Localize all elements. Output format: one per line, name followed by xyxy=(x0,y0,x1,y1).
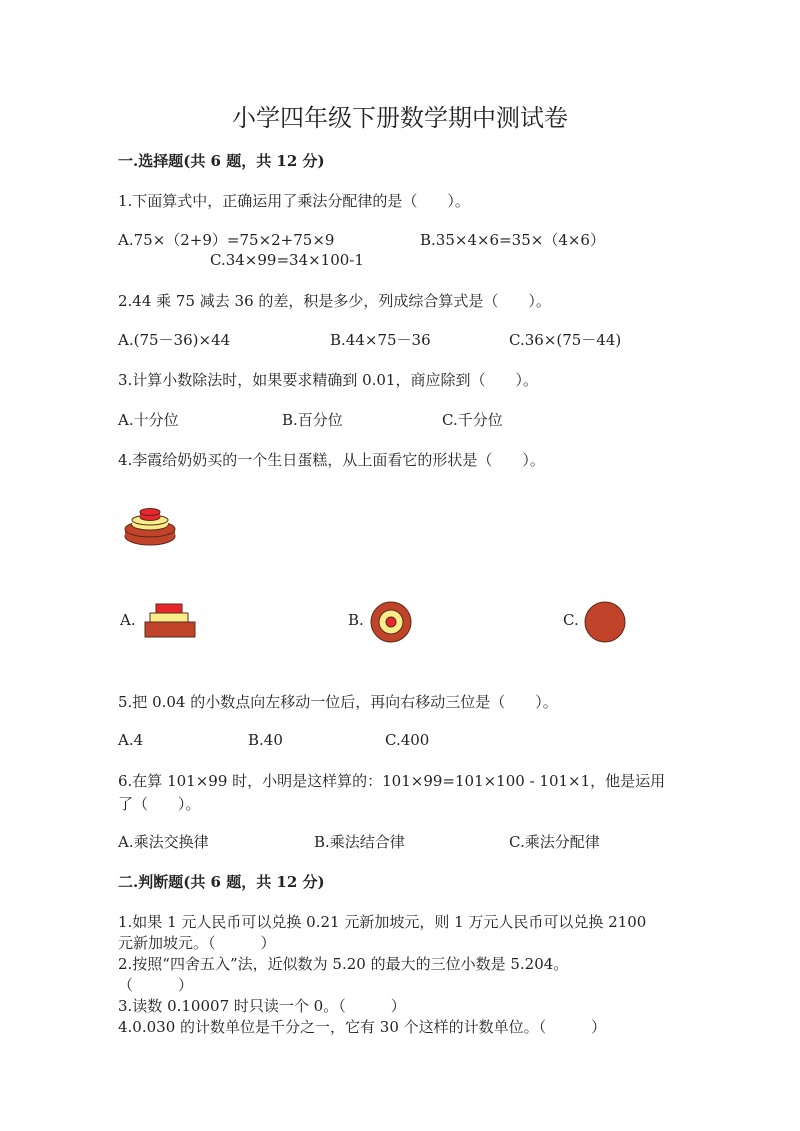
judgement-2-line-1: 2.按照“四舍五入”法，近似数为 5.20 的最大的三位小数是 5.204。 xyxy=(118,955,569,973)
question-1-option-c: C.34×99=34×100-1 xyxy=(210,251,364,269)
question-3: 3.计算小数除法时，如果要求精确到 0.01，商应除到（ ）。 xyxy=(118,371,538,389)
question-3-option-c: C.千分位 xyxy=(442,411,503,429)
judgement-1-line-2: 元新加坡元。（ ） xyxy=(118,934,276,952)
question-1-option-b: B.35×4×6=35×（4×6） xyxy=(420,231,605,249)
cake-illustration xyxy=(120,505,180,547)
judgement-2-line-2: （ ） xyxy=(118,976,194,994)
question-3-option-a: A.十分位 xyxy=(118,411,179,429)
section-heading-choice: 一.选择题(共 6 题，共 12 分) xyxy=(118,152,325,170)
question-4-option-c: C. xyxy=(563,611,579,629)
concentric-circles-top-view-icon xyxy=(370,601,412,643)
question-6-line-1: 6.在算 101×99 时，小明是这样算的：101×99=101×100 - 101×1，他是运用 xyxy=(118,772,666,790)
judgement-1-line-1: 1.如果 1 元人民币可以兑换 0.21 元新加坡元，则 1 万元人民币可以兑换 2100 xyxy=(118,913,647,931)
question-4: 4.李霞给奶奶买的一个生日蛋糕，从上面看它的形状是（ ）。 xyxy=(118,451,545,469)
question-2-option-a: A.(75－36)×44 xyxy=(118,331,231,349)
question-2-option-b: B.44×75－36 xyxy=(330,331,431,349)
question-1-option-a: A.75×（2+9）=75×2+75×9 xyxy=(118,231,335,249)
question-2-option-c: C.36×(75－44) xyxy=(509,331,622,349)
question-4-option-b: B. xyxy=(348,611,364,629)
question-6-line-2: 了（ ）。 xyxy=(118,795,201,813)
question-4-option-a: A. xyxy=(120,611,136,629)
solid-circle-icon xyxy=(584,601,626,643)
question-6-option-a: A.乘法交换律 xyxy=(118,833,209,851)
judgement-3: 3.读数 0.10007 时只读一个 0。（ ） xyxy=(118,997,406,1015)
question-5-option-b: B.40 xyxy=(248,731,283,749)
question-5: 5.把 0.04 的小数点向左移动一位后，再向右移动三位是（ ）。 xyxy=(118,693,558,711)
question-2: 2.44 乘 75 减去 36 的差，积是多少，列成综合算式是（ ）。 xyxy=(118,292,551,310)
question-6-option-b: B.乘法结合律 xyxy=(314,833,405,851)
judgement-4: 4.0.030 的计数单位是千分之一，它有 30 个这样的计数单位。（ ） xyxy=(118,1018,607,1036)
stacked-cake-front-view-icon xyxy=(144,603,196,639)
question-5-option-c: C.400 xyxy=(385,731,430,749)
question-6-option-c: C.乘法分配律 xyxy=(509,833,600,851)
section-heading-judgement: 二.判断题(共 6 题，共 12 分) xyxy=(118,873,325,891)
question-5-option-a: A.4 xyxy=(118,731,144,749)
page-title: 小学四年级下册数学期中测试卷 xyxy=(232,104,568,132)
question-1: 1.下面算式中，正确运用了乘法分配律的是（ ）。 xyxy=(118,192,470,210)
question-3-option-b: B.百分位 xyxy=(282,411,343,429)
